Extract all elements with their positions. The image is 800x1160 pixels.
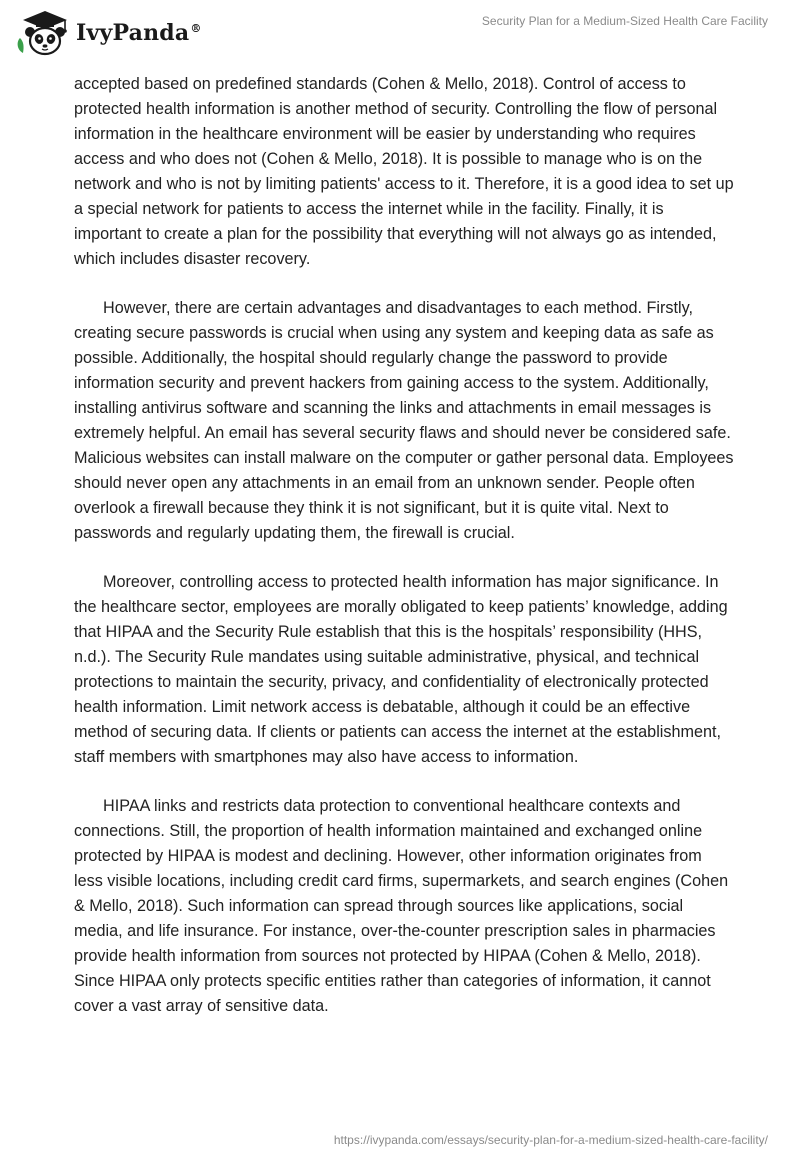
panda-graduate-icon [14, 8, 76, 58]
ivypanda-logo[interactable] [14, 8, 202, 58]
page-header [0, 0, 800, 70]
paragraph-access-control: Moreover, controlling access to protected health information has major significance. In the healthcare sector, employees are morally obligated to keep patients’ knowledge, adding that HIPAA and the Security Rule establish that this is the hospitals’ responsibility (HHS, n.d.). The Security Rule mandates using suitable administrative, physical, and technical protections to maintain the security, privacy, and confidentiality of electronically protected health information. Limit network access is debatable, although it could be an effective method of securing data. If clients or patients can access the internet at the establishment, staff members with smartphones may also have access to information. [74, 573, 728, 766]
registered-mark: ® [190, 21, 202, 35]
paragraph-hipaa: HIPAA links and restricts data protection to conventional healthcare contexts and connections. Still, the proportion of health information maintained and exchanged online protected by HIPAA is modest and declining. However, other information originates from less visible locations, including credit card firms, supermarkets, and search engines (Cohen & Mello, 2018). Such information can spread through sources like applications, social media, and life insurance. For instance, over-the-counter prescription sales in pharmacies provide health information from sources not protected by HIPAA (Cohen & Mello, 2018). Since HIPAA only protects specific entities rather than categories of information, it cannot cover a vast array of sensitive data. [74, 797, 729, 1015]
essay-body [74, 72, 734, 1043]
source-url[interactable]: https://ivypanda.com/essays/security-plan-for-a-medium-sized-health-care-facility/ [333, 1133, 768, 1147]
brand-name: IvyPanda® [76, 20, 202, 46]
paragraph-continued: accepted based on predefined standards (Cohen & Mello, 2018). Control of access to protected health information is another method of security. Controlling the flow of personal information in the healthcare environment will be easier by understanding who requires access and who does not (Cohen & Mello, 2018). It is possible to manage who is on the network and who is not by limiting patients' access to it. Therefore, it is a good idea to set up a special network for patients to access the internet while in the facility. Finally, it is important to create a plan for the possibility that everything will not always go as intended, which includes disaster recovery. [74, 75, 734, 268]
document-title: Security Plan for a Medium-Sized Health Care Facility [481, 14, 768, 28]
paragraph-advantages: However, there are certain advantages and disadvantages to each method. Firstly, creating secure passwords is crucial when using any system and keeping data as safe as possible. Additionally, the hospital should regularly change the password to provide information security and prevent hackers from gaining access to the system. Additionally, installing antivirus software and scanning the links and attachments in email messages is extremely helpful. An email has several security flaws and should never be considered safe. Malicious websites can install malware on the computer or gather personal data. Employees should never open any attachments in an email from an unknown sender. People often overlook a firewall because they think it is not significant, but it is quite vital. Next to passwords and regularly updating them, the firewall is crucial. [74, 299, 734, 542]
